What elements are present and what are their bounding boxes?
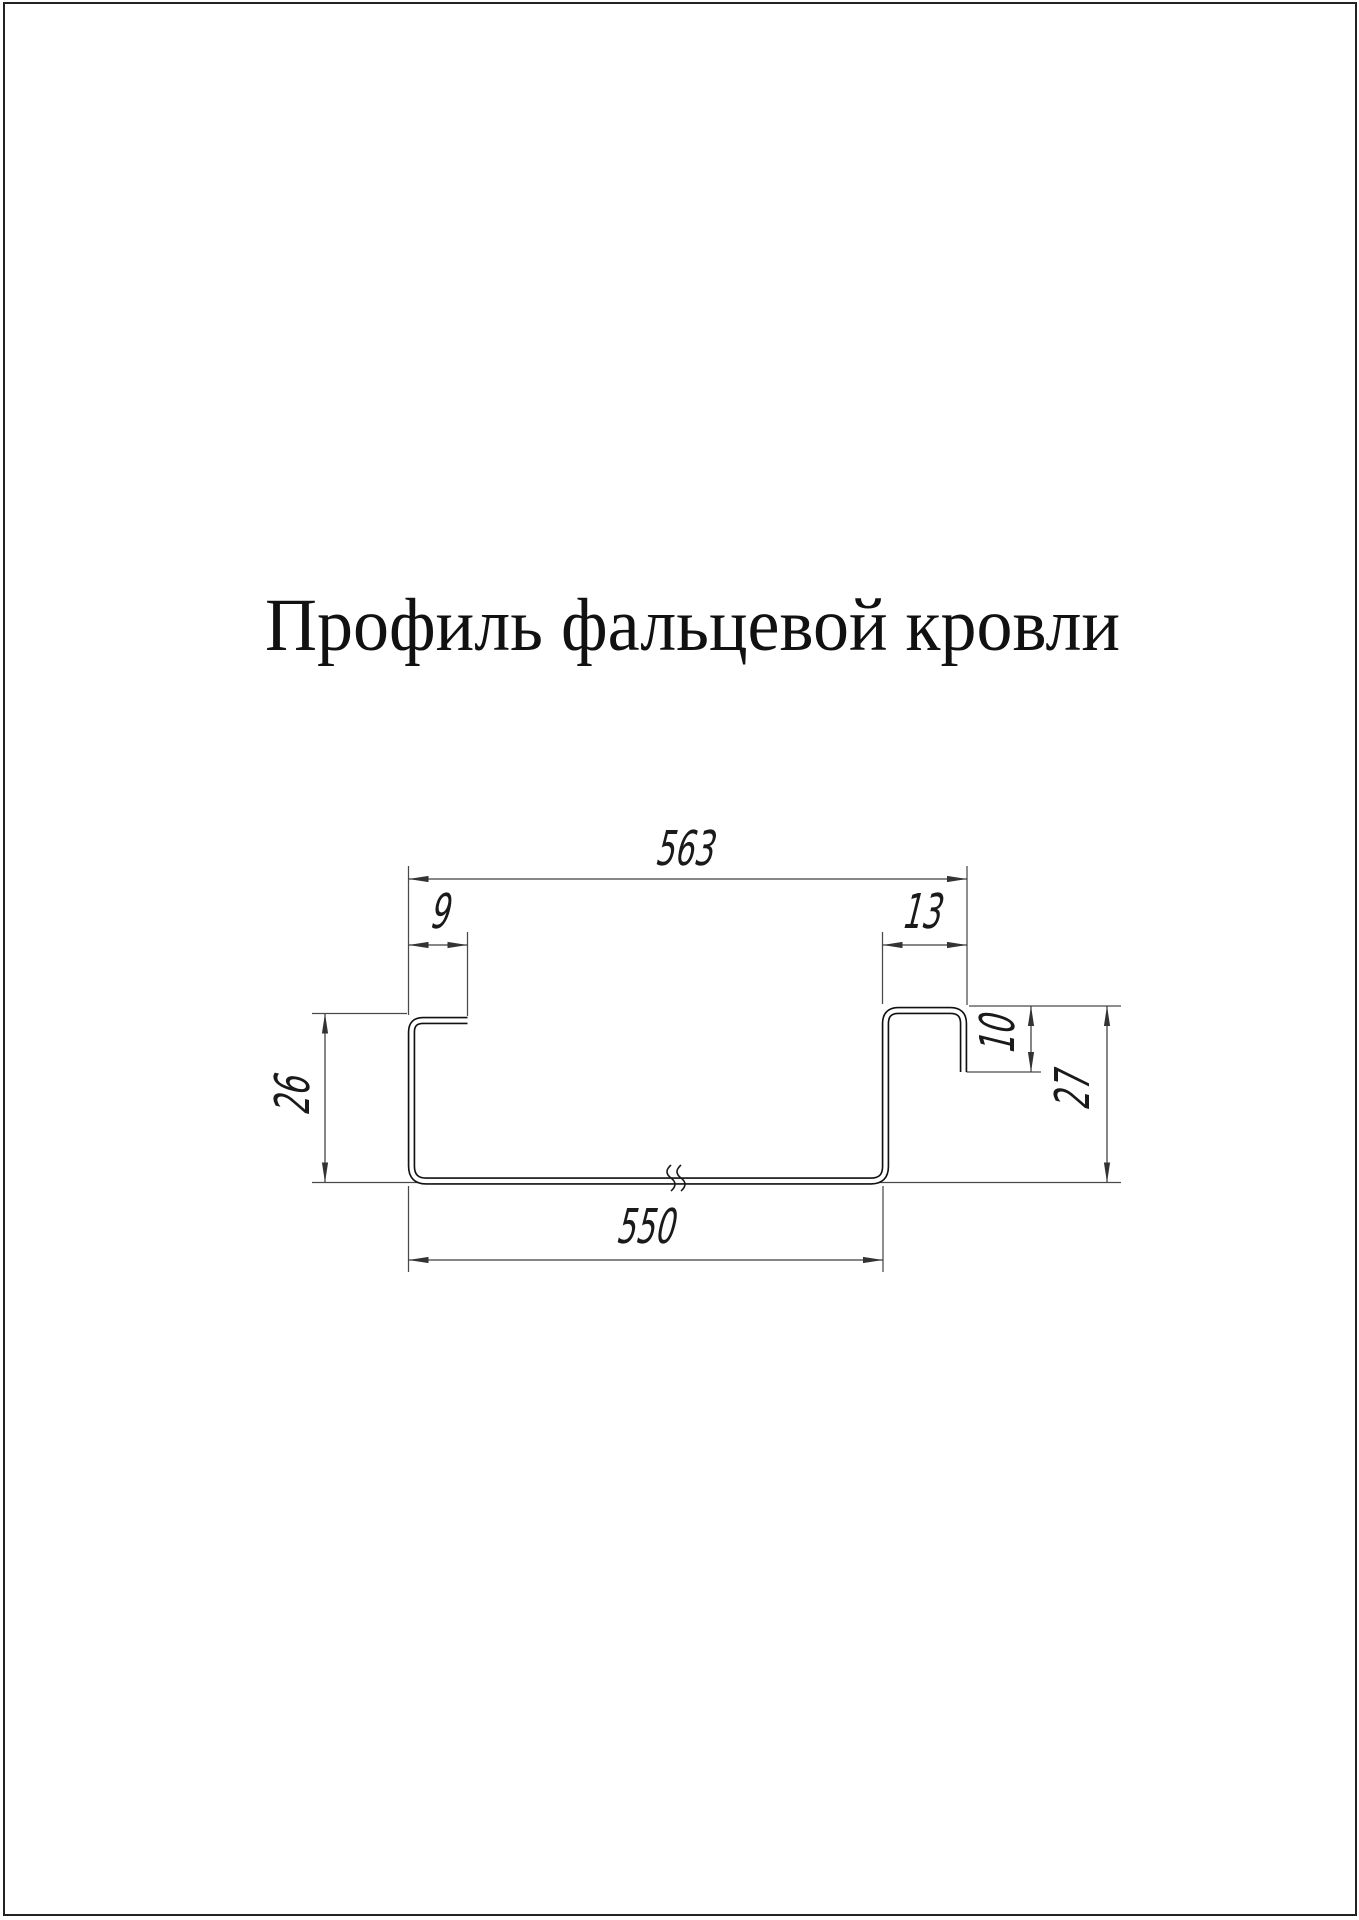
dim-label-563: 563	[651, 820, 723, 877]
dim-label-26: 26	[264, 1066, 321, 1120]
dim-label-550: 550	[612, 1198, 684, 1255]
drawing-title: Профиль фальцевой кровли	[265, 584, 1120, 667]
dim-label-13: 13	[897, 883, 951, 940]
profile-outline-core	[412, 1011, 964, 1182]
profile-outline	[412, 1011, 964, 1182]
dim-label-9: 9	[425, 883, 459, 940]
dim-label-10: 10	[969, 1005, 1026, 1059]
dim-label-27: 27	[1044, 1061, 1101, 1115]
